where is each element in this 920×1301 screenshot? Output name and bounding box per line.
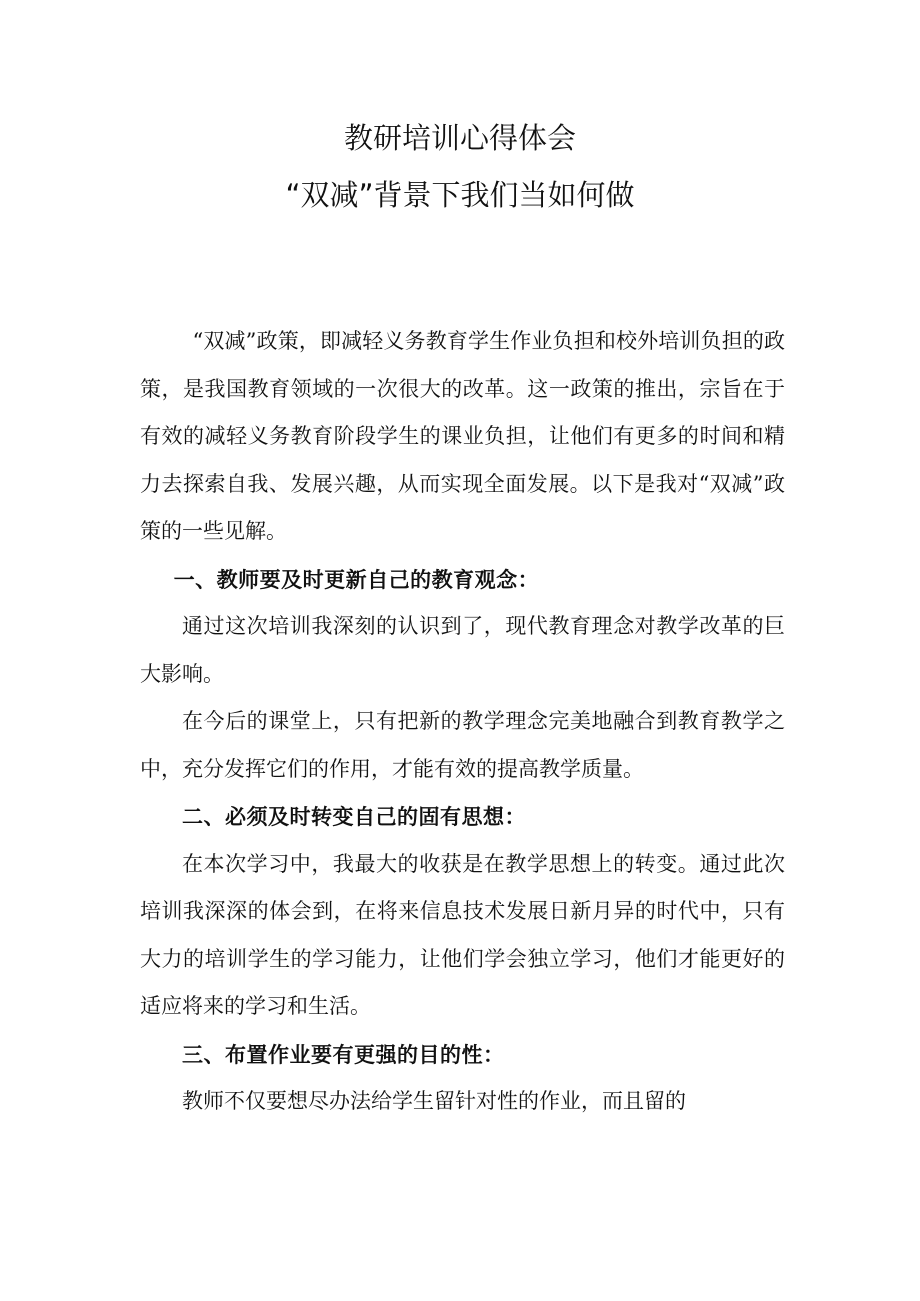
intro-paragraph: “双减”政策，即减轻义务教育学生作业负担和校外培训负担的政策，是我国教育领域的一次很大的改革。这一政策的推出，宗旨在于有效的减轻义务教育阶段学生的课业负担，让他们有更多的时间和精力去探索自我、发展兴趣，从而实现全面发展。以下是我对“双减”政策的一些见解。 [140,329,785,543]
section-2-heading: 二、必须及时转变自己的固有思想： [182,804,526,829]
section-1-paragraph-2: 在今后的课堂上，只有把新的教学理念完美地融合到教育教学之中，充分发挥它们的作用，才能有效的提高教学质量。 [140,709,785,781]
section-1-paragraph-1: 通过这次培训我深刻的认识到了，现代教育理念对教学改革的巨大影响。 [140,614,785,686]
document-subtitle: “双减”背景下我们当如何做 [285,178,635,212]
section-3-heading: 三、布置作业要有更强的目的性： [182,1041,505,1067]
section-1-heading: 一、教师要及时更新自己的教育观念： [173,566,540,592]
section-2-paragraph-1: 在本次学习中，我最大的收获是在教学思想上的转变。通过此次培训我深深的体会到，在将来信息技术发展日新月异的时代中，只有大力的培训学生的学习能力，让他们学会独立学习，他们才能更好的适应将来的学习和生活。 [140,851,785,1018]
section-3-paragraph-1: 教师不仅要想尽办法给学生留针对性的作业，而且留的 [182,1089,686,1113]
document-body [140,318,785,1126]
document-title: 教研培训心得体会 [343,121,576,155]
